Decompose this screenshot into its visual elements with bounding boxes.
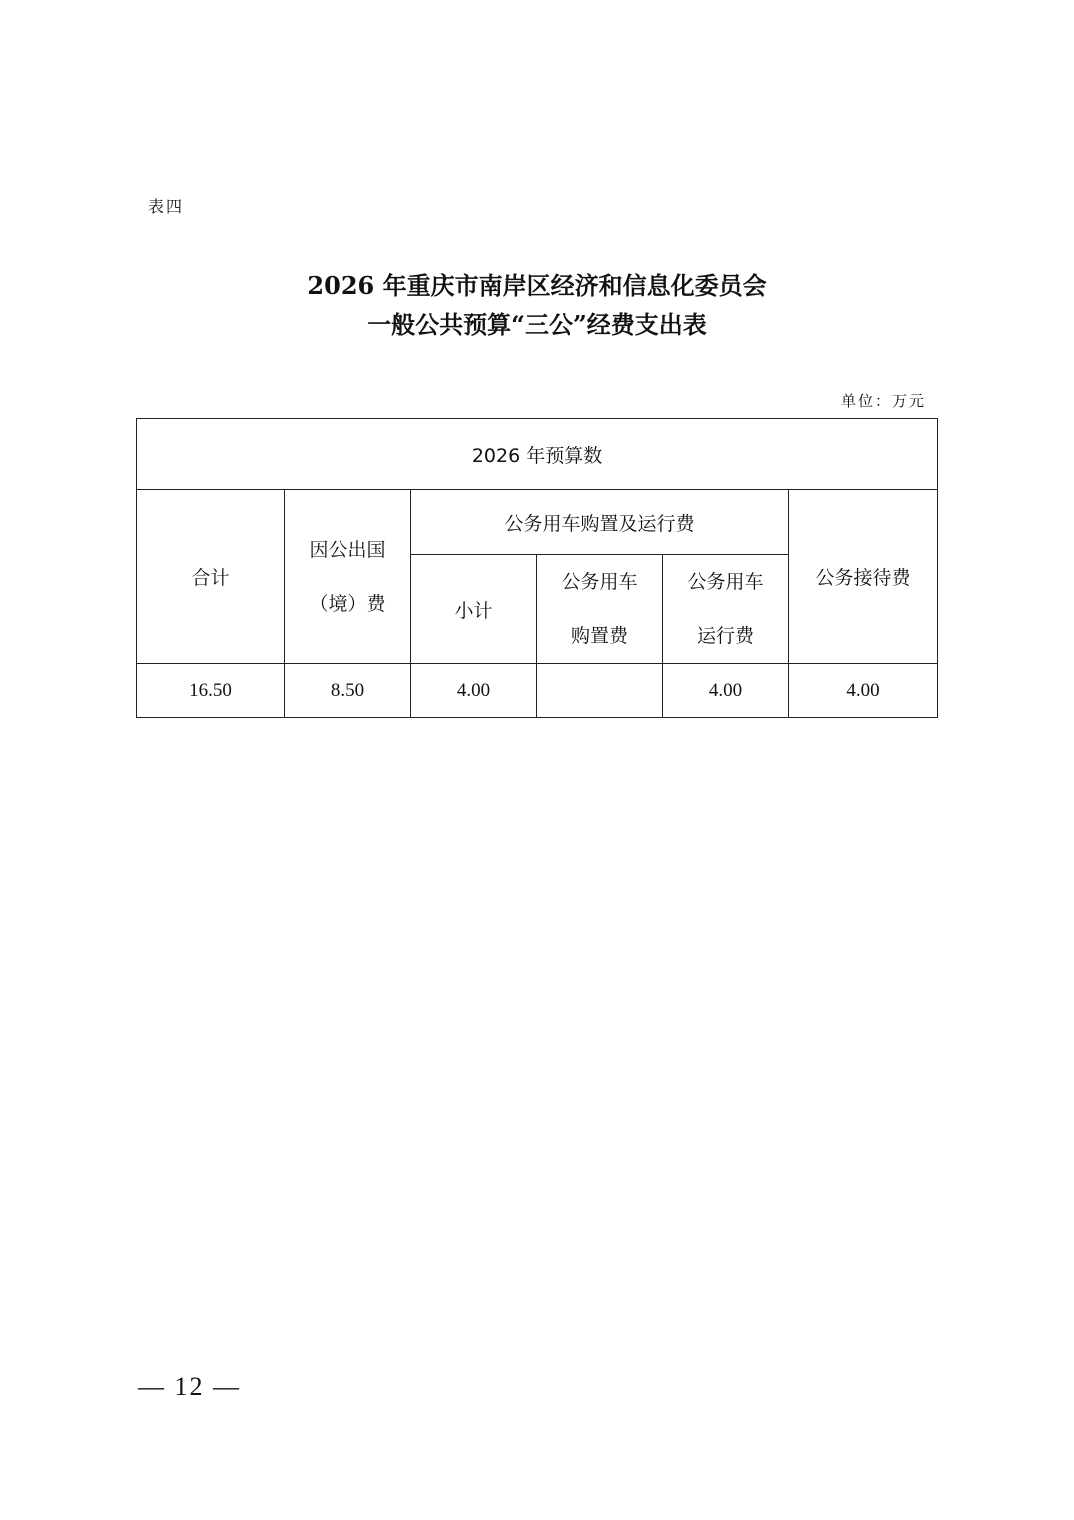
value-vehicle-operation: 4.00: [663, 664, 789, 718]
header-vehicle-purchase-line1: 公务用车: [561, 571, 638, 593]
header-abroad-line2: （境）费: [309, 592, 386, 615]
header-vehicle-operation-line1: 公务用车: [687, 571, 764, 593]
value-vehicle-purchase: [537, 664, 663, 718]
table-header-row: [137, 419, 938, 490]
header-vehicle-purchase-line2: 购置费: [570, 625, 628, 647]
unit-label: 单位：万元: [840, 392, 926, 410]
header-vehicle-purchase: [537, 555, 663, 664]
value-total: 16.50: [137, 664, 285, 718]
document-title-line1: 2026 年重庆市南岸区经济和信息化委员会: [307, 271, 767, 300]
header-subtotal: 小计: [411, 555, 537, 664]
header-abroad: [285, 490, 411, 664]
header-vehicle-operation-line2: 运行费: [696, 625, 754, 647]
document-title-line2: 一般公共预算“三公”经费支出表: [367, 310, 707, 339]
table-row: [137, 664, 938, 718]
table-label: 表四: [148, 197, 185, 216]
header-abroad-line1: 因公出国: [309, 538, 386, 561]
value-abroad: 8.50: [285, 664, 411, 718]
budget-table: [136, 418, 938, 718]
header-vehicle-group: 公务用车购置及运行费: [411, 490, 789, 555]
header-vehicle-operation: [663, 555, 789, 664]
value-subtotal: 4.00: [411, 664, 537, 718]
header-budget-year: 2026 年预算数: [137, 419, 938, 490]
table-header-row: [137, 490, 938, 555]
header-total: 合计: [137, 490, 285, 664]
page-number: — 12 —: [138, 1372, 241, 1401]
header-reception: 公务接待费: [789, 490, 938, 664]
value-reception: 4.00: [789, 664, 938, 718]
